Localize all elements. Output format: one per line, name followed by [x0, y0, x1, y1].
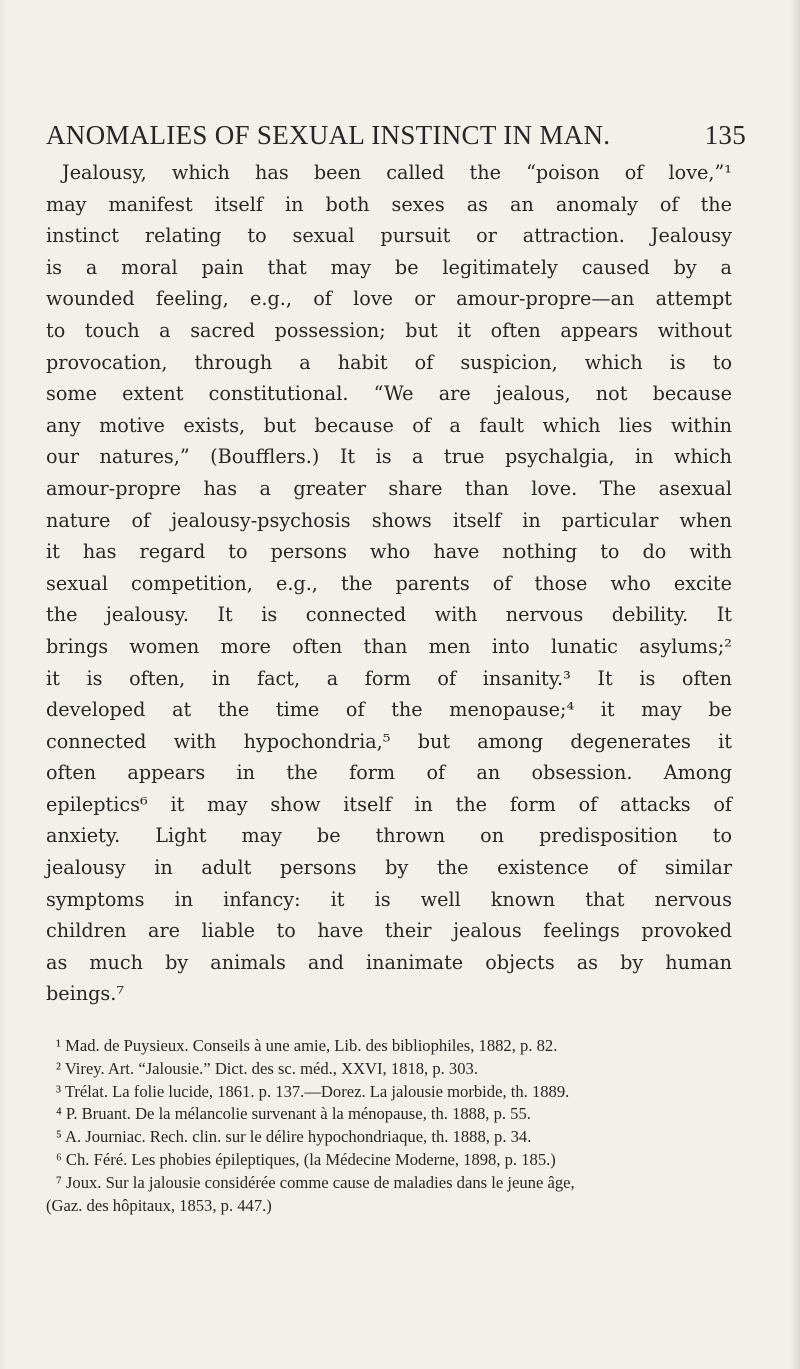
text-line: provocation, through a habit of suspicion, which is to [46, 350, 732, 374]
text-line: brings women more often than men into lunatic asylums;² [46, 634, 732, 658]
footnote: ¹ Mad. de Puysieux. Conseils à une amie, Lib. des bibliophiles, 1882, p. 82. [56, 1036, 558, 1055]
footnote: ² Virey. Art. “Jalousie.” Dict. des sc. méd., XXVI, 1818, p. 303. [56, 1058, 478, 1078]
text-line: symptoms in infancy: it is well known that nervous [46, 887, 732, 911]
text-line: it is often, in fact, a form of insanity.³ It is often [46, 666, 732, 690]
footnote: ⁷ Joux. Sur la jalousie considérée comme cause de maladies dans le jeune âge, [56, 1172, 575, 1192]
running-header [46, 120, 746, 156]
footnote: ⁵ A. Journiac. Rech. clin. sur le délire hypochondriaque, th. 1888, p. 34. [56, 1127, 532, 1147]
footnote: ⁴ P. Bruant. De la mélancolie survenant à la ménopause, th. 1888, p. 55. [56, 1104, 531, 1124]
text-line: wounded feeling, e.g., of love or amour-propre—an attempt [46, 287, 732, 311]
page-number: 135 [704, 120, 746, 150]
text-line: Jealousy, which has been called the “poison of love,”¹ [62, 161, 732, 184]
text-line: nature of jealousy-psychosis shows itself in particular when [46, 508, 732, 532]
text-line: to touch a sacred possession; but it often appears without [46, 318, 732, 342]
text-line: as much by animals and inanimate objects as by human [46, 950, 732, 974]
text-line: connected with hypochondria,⁵ but among degenerates it [46, 729, 732, 753]
text-line: it has regard to persons who have nothing to do with [46, 540, 732, 564]
footnote-continuation: (Gaz. des hôpitaux, 1853, p. 447.) [46, 1195, 272, 1215]
text-line: is a moral pain that may be legitimately caused by a [46, 255, 732, 279]
text-line: often appears in the form of an obsession. Among [46, 761, 732, 785]
text-line: anxiety. Light may be thrown on predisposition to [46, 824, 732, 848]
text-line: may manifest itself in both sexes as an anomaly of the [46, 192, 732, 216]
text-line: amour-propre has a greater share than love. The asexual [46, 476, 732, 500]
text-line: instinct relating to sexual pursuit or attraction. Jealousy [46, 224, 732, 248]
text-line: some extent constitutional. “We are jealous, not because [46, 382, 732, 406]
body-text [46, 157, 732, 1010]
footnote: ⁶ Ch. Féré. Les phobies épileptiques, (la Médecine Moderne, 1898, p. 185.) [56, 1149, 556, 1169]
page-edge-left [0, 0, 6, 1369]
footnote: ³ Trélat. La folie lucide, 1861. p. 137.—Dorez. La jalousie morbide, th. 1889. [56, 1081, 570, 1101]
text-line: epileptics⁶ it may show itself in the form of attacks of [46, 792, 732, 816]
text-line: developed at the time of the menopause;⁴ it may be [46, 698, 732, 722]
page-edge-right [790, 0, 800, 1369]
text-line: jealousy in adult persons by the existence of similar [46, 856, 732, 880]
footnotes [46, 1035, 732, 1217]
text-line: any motive exists, but because of a fault which lies within [46, 413, 732, 437]
text-line: beings.⁷ [46, 982, 125, 1006]
text-line: children are liable to have their jealous feelings provoked [46, 919, 732, 943]
text-line: the jealousy. It is connected with nervous debility. It [46, 603, 732, 627]
running-title: ANOMALIES OF SEXUAL INSTINCT IN MAN. [46, 120, 611, 150]
text-line: sexual competition, e.g., the parents of those who excite [46, 571, 732, 595]
text-line: our natures,” (Boufflers.) It is a true psychalgia, in which [46, 445, 732, 469]
